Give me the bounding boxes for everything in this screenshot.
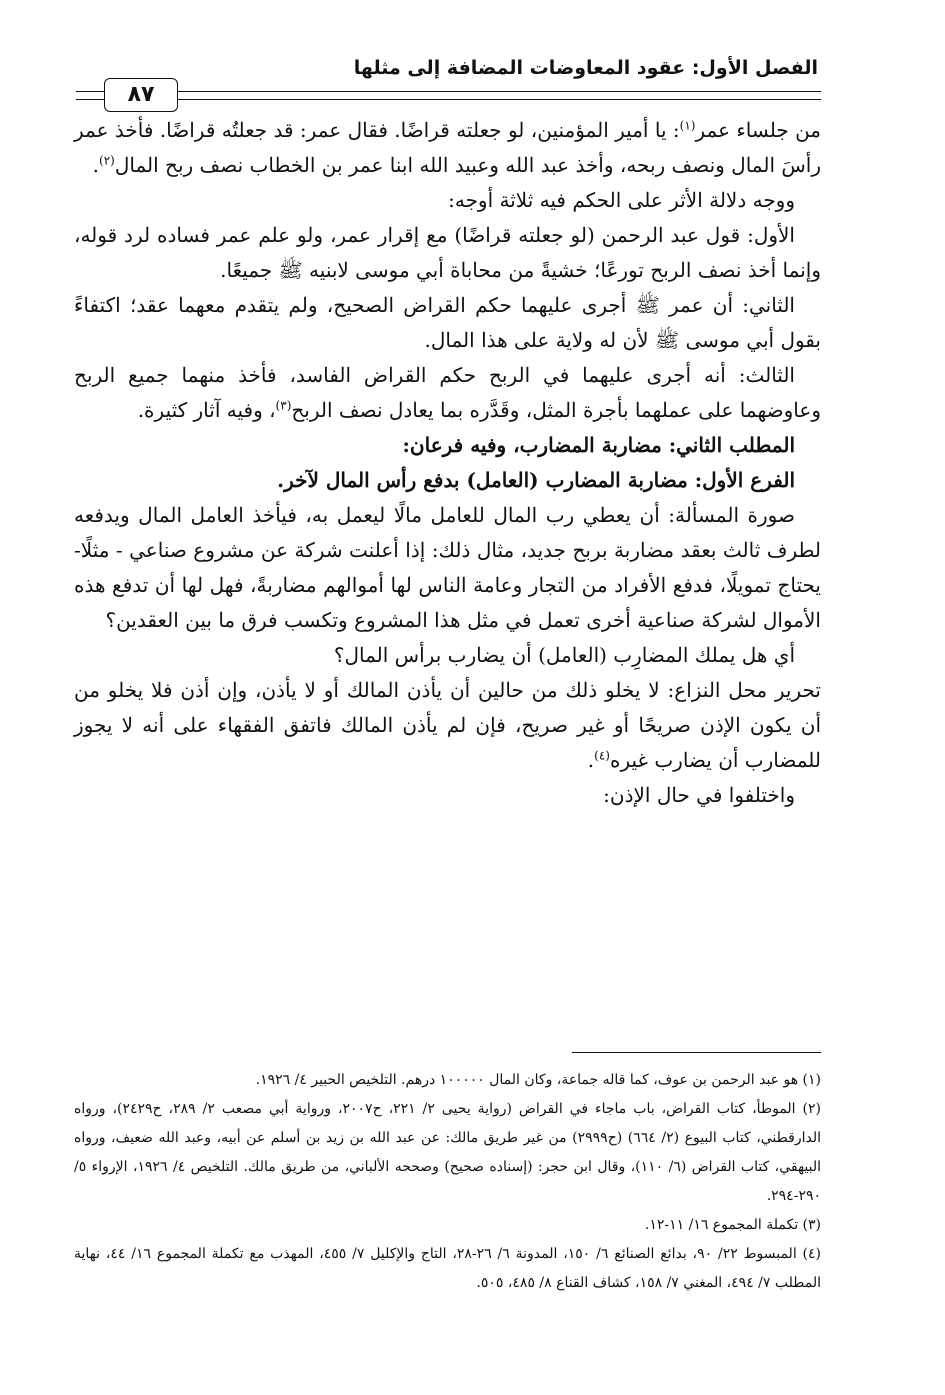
paragraph-2: ووجه دلالة الأثر على الحكم فيه ثلاثة أوجه: — [448, 188, 795, 212]
paragraph-11: واختلفوا في حال الإذن: — [603, 783, 795, 807]
paragraph-5 — [74, 358, 821, 428]
paragraph-3: الأول: قول عبد الرحمن (لو جعلته قراضًا) مع إقرار عمر، ولو علم عمر فساده لرد قوله، وإنما أخذ نصف الربح تورعًا؛ خشيةً من محاباة أبي موسى لابنيه ﷺ جميعًا. — [74, 223, 821, 282]
paragraph-1 — [74, 113, 821, 183]
section-heading: المطلب الثاني: مضاربة المضارب، وفيه فرعان: — [402, 433, 795, 457]
footnote-4: (٤) المبسوط ٢٢/ ٩٠، بدائع الصنائع ٦/ ١٥٠، المدونة ٦/ ٢٦-٢٨، التاج والإكليل ٧/ ٤٥٥، المهذب مع تكملة المجموع ١٦/ ٤٤، نهاية المطلب ٧/ ٤٩٤، المغني ٧/ ١٥٨، كشاف القناع ٨/ ٤٨٥، ٥٠٥. — [74, 1246, 822, 1291]
paragraph-9: أي هل يملك المضارِب (العامل) أن يضارب برأس المال؟ — [333, 643, 795, 667]
footnote-marker-4: (٤) — [594, 748, 610, 763]
footnote-1: (١) هو عبد الرحمن بن عوف، كما قاله جماعة، وكان المال ١٠٠٠٠٠ درهم. التلخيص الحبير ٤/ ١٩٢٦. — [255, 1072, 821, 1088]
header-rule-bottom — [76, 99, 821, 100]
text-run: : يا أمير المؤمنين، لو جعلته قراضًا. فقال عمر: قد جعلتُه قراضًا. فأخذ عمر رأسَ المال ونصف ربحه، وأخذ عبد الله وعبيد الله ابنا عمر بن الخطاب نصف ربح المال — [74, 118, 821, 177]
footnote-marker-1: (١) — [679, 118, 696, 133]
footnote-2: (٢) الموطأ، كتاب القراض، باب ماجاء في القراض (رواية يحيى ٢/ ٢٢١، ح٢٠٠٧، ورواية أبي مصعب ٢/ ٢٨٩، ح٢٤٢٩)، ورواه الدارقطني، كتاب البيوع (٢/ ٦٦٤) (ح٢٩٩٩) من غير طريق مالك: عن عبد الله بن زيد بن أسلم عن أبيه، وعبد الله ضعيف، ورواه البيهقي، كتاب القراض (٦/ ١١٠)، وقال ابن حجر: (إسناده صحيح) وصححه الألباني، من طريق مالك. التلخيص ٤/ ١٩٢٦، الإرواء ٥/ ٢٩٠-٢٩٤. — [74, 1101, 822, 1204]
running-title: الفصل الأول: عقود المعاوضات المضافة إلى مثلها — [353, 57, 818, 79]
text-run: من جلساء عمر — [695, 118, 822, 142]
main-text — [74, 113, 821, 813]
paragraph-8: صورة المسألة: أن يعطي رب المال للعامل مالًا ليعمل به، فيأخذ العامل المال ويدفعه لطرف ثالث بعقد مضاربة بربح جديد، مثال ذلك: إذا أعلنت شركة عن مشروع صناعي - مثلًا- يحتاج تمويلًا، فدفع الأفراد من التجار وعامة الناس لها أموالهم مضاربةً، فهل لها أن تدفع هذه الأموال لشركة صناعية أخرى تعمل في مثل هذا المشروع وتكسب فرق ما بين العقدين؟ — [74, 503, 821, 632]
text-run: ، وفيه آثار كثيرة. — [137, 398, 276, 422]
paragraph-4: الثاني: أن عمر ﷺ أجرى عليهما حكم القراض الصحيح، ولم يتقدم معهما عقد؛ اكتفاءً بقول أبي موسى ﷺ لأن له ولاية على هذا المال. — [74, 293, 821, 352]
text-run: . — [587, 748, 595, 772]
footnote-separator — [572, 1052, 821, 1053]
text-run: الثالث: أنه أجرى عليهما في الربح حكم القراض الفاسد، فأخذ منهما جميع الربح وعاوضهما على عملهما بأجرة المثل، وقَدَّره بما يعادل نصف الربح — [74, 363, 821, 422]
paragraph-10 — [74, 673, 821, 778]
subsection-heading: الفرع الأول: مضاربة المضارب (العامل) بدفع رأس المال لآخر. — [277, 468, 795, 492]
footnote-marker-2: (٢) — [99, 153, 115, 168]
footnote-3: (٣) تكملة المجموع ١٦/ ١١-١٢. — [644, 1217, 821, 1233]
header-rule-top — [76, 91, 821, 92]
page-number: ٨٧ — [104, 78, 178, 112]
footnotes — [74, 1066, 821, 1298]
text-run: . — [92, 153, 100, 177]
text-run: تحرير محل النزاع: لا يخلو ذلك من حالين أن يأذن المالك أو لا يأذن، وإن أذن فلا يخلو من أن يكون الإذن صريحًا أو غير صريح، فإن لم يأذن المالك فاتفق الفقهاء على أنه لا يجوز للمضارب أن يضارب غيره — [74, 678, 821, 772]
footnote-marker-3: (٣) — [275, 398, 292, 413]
